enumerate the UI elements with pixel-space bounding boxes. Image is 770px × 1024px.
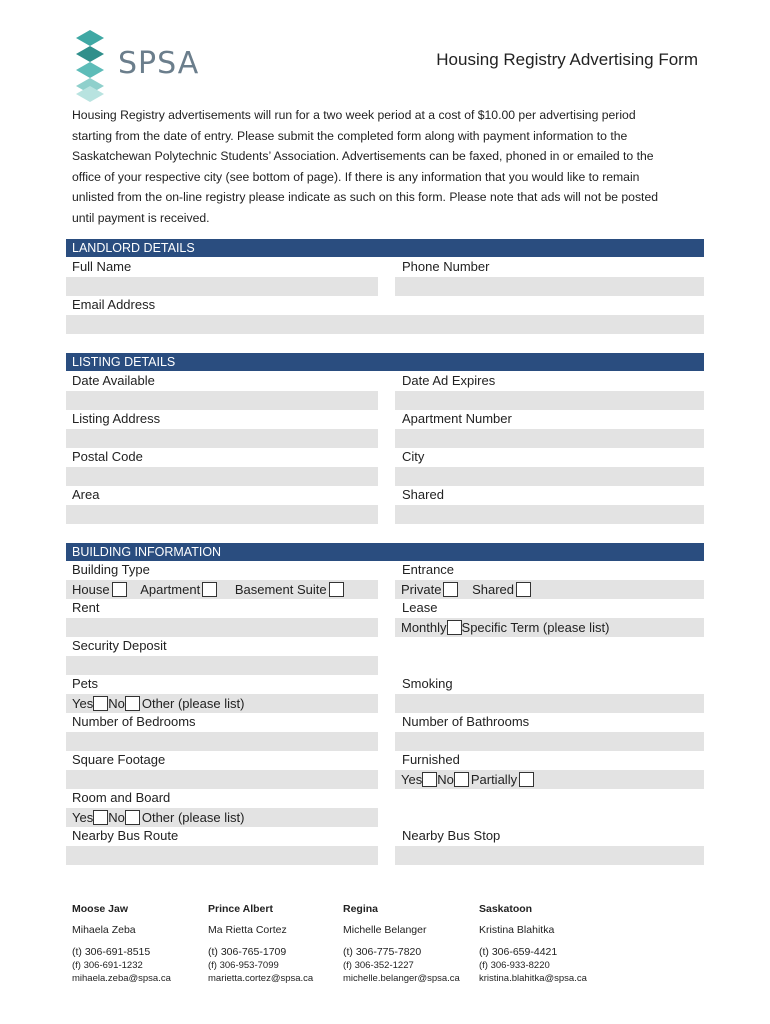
logo-mark-upper — [76, 46, 104, 62]
phone-number-label: Phone Number — [402, 259, 490, 274]
contact-city: Moose Jaw — [72, 903, 129, 915]
furnished-label: Furnished — [402, 752, 460, 767]
security-deposit-label: Security Deposit — [72, 638, 167, 653]
rb-other-label: Other (please list) — [141, 810, 245, 825]
contact-saskatoon — [479, 903, 587, 984]
city-label: City — [402, 449, 425, 464]
intro-line: office of your respective city (see bottom of page). If there is any information that you would like to remain — [72, 169, 640, 184]
furnished-options — [395, 770, 704, 789]
logo-text: SPSA — [118, 46, 200, 81]
basement-suite-option-label: Basement Suite — [234, 582, 327, 597]
email-address-field[interactable] — [66, 315, 704, 334]
monthly-checkbox[interactable] — [447, 620, 462, 635]
rent-label: Rent — [72, 600, 100, 615]
contact-regina — [343, 903, 460, 984]
full-name-field[interactable] — [66, 277, 378, 296]
listing-section-header: LISTING DETAILS — [66, 353, 704, 371]
bus-route-label: Nearby Bus Route — [72, 828, 179, 843]
postal-code-field[interactable] — [66, 467, 378, 486]
logo-mark-middle — [76, 62, 104, 78]
logo-mark-top — [76, 30, 104, 46]
entrance-options — [395, 580, 704, 599]
building-section-header: BUILDING INFORMATION — [66, 543, 704, 561]
furnished-partially-label: Partially — [470, 772, 518, 787]
contact-name: Michelle Belanger — [343, 924, 427, 936]
specific-term-option-label: Specific Term (please list) — [461, 620, 610, 635]
intro-line: until payment is received. — [72, 210, 210, 225]
furnished-yes-checkbox[interactable] — [422, 772, 437, 787]
bathrooms-field[interactable] — [395, 732, 704, 751]
contact-city: Prince Albert — [208, 903, 273, 915]
bus-route-field[interactable] — [66, 846, 378, 865]
intro-line: unlisted from the on-line registry please indicate as such on this form. Please note that ads will not be posted — [72, 190, 658, 205]
contact-fax: (f) 306-352-1227 — [343, 960, 414, 971]
date-ad-expires-label: Date Ad Expires — [402, 373, 496, 388]
contact-email[interactable]: marietta.cortez@spsa.ca — [208, 973, 314, 984]
pets-other-label: Other (please list) — [141, 696, 245, 711]
email-address-label: Email Address — [72, 297, 156, 312]
contact-name: Mihaela Zeba — [72, 924, 136, 936]
square-footage-field[interactable] — [66, 770, 378, 789]
intro-line: starting from the date of entry. Please submit the completed form along with payment information to the — [72, 128, 628, 143]
intro-line: Housing Registry advertisements will run for a two week period at a cost of $10.00 per advertising period — [72, 108, 636, 122]
room-and-board-options — [66, 808, 378, 827]
bus-stop-field[interactable] — [395, 846, 704, 865]
shared-field[interactable] — [395, 505, 704, 524]
contact-fax: (f) 306-933-8220 — [479, 960, 550, 971]
house-checkbox[interactable] — [112, 582, 127, 597]
pets-label: Pets — [72, 676, 99, 691]
contact-fax: (f) 306-691-1232 — [72, 960, 143, 971]
bedrooms-field[interactable] — [66, 732, 378, 751]
bathrooms-label: Number of Bathrooms — [402, 714, 530, 729]
smoking-field[interactable] — [395, 694, 704, 713]
postal-code-label: Postal Code — [72, 449, 143, 464]
pets-yes-label: Yes — [72, 696, 94, 711]
square-footage-label: Square Footage — [72, 752, 166, 767]
shared-option-label: Shared — [472, 582, 515, 597]
apartment-option-label: Apartment — [140, 582, 201, 597]
apartment-number-field[interactable] — [395, 429, 704, 448]
bedrooms-label: Number of Bedrooms — [72, 714, 196, 729]
room-and-board-label: Room and Board — [72, 790, 171, 805]
contact-email[interactable]: mihaela.zeba@spsa.ca — [72, 973, 171, 984]
contact-name: Kristina Blahitka — [479, 924, 555, 936]
landlord-section-header: LANDLORD DETAILS — [66, 239, 704, 257]
contact-city: Regina — [343, 903, 379, 915]
date-ad-expires-field[interactable] — [395, 391, 704, 410]
listing-address-field[interactable] — [66, 429, 378, 448]
building-type-options — [66, 580, 378, 599]
contact-phone: (t) 306-659-4421 — [479, 946, 558, 958]
shared-entrance-checkbox[interactable] — [516, 582, 531, 597]
building-type-label: Building Type — [72, 562, 150, 577]
contact-city: Saskatoon — [479, 903, 533, 915]
rent-field[interactable] — [66, 618, 378, 637]
intro-line: Saskatchewan Polytechnic Students’ Association. Advertisements can be faxed, phoned in or emailed to the — [72, 149, 654, 164]
rb-yes-checkbox[interactable] — [93, 810, 108, 825]
contact-email[interactable]: kristina.blahitka@spsa.ca — [479, 973, 587, 984]
phone-number-field[interactable] — [395, 277, 704, 296]
logo-mark-bottom — [76, 86, 104, 102]
contact-phone: (t) 306-765-1709 — [208, 946, 287, 958]
apartment-number-label: Apartment Number — [402, 411, 512, 426]
contact-email[interactable]: michelle.belanger@spsa.ca — [343, 973, 460, 984]
city-field[interactable] — [395, 467, 704, 486]
lease-label: Lease — [402, 600, 438, 615]
furnished-yes-label: Yes — [401, 772, 423, 787]
rb-no-label: No — [108, 810, 125, 825]
furnished-partially-checkbox[interactable] — [519, 772, 534, 787]
lease-options — [395, 618, 704, 637]
private-option-label: Private — [401, 582, 442, 597]
intro-paragraph — [72, 105, 702, 229]
rb-yes-label: Yes — [72, 810, 94, 825]
private-checkbox[interactable] — [443, 582, 458, 597]
bus-stop-label: Nearby Bus Stop — [402, 828, 501, 843]
furnished-no-label: No — [437, 772, 454, 787]
pets-no-label: No — [108, 696, 125, 711]
apartment-checkbox[interactable] — [202, 582, 217, 597]
contact-phone: (t) 306-691-8515 — [72, 946, 151, 958]
form-title: Housing Registry Advertising Form — [436, 50, 698, 69]
monthly-option-label: Monthly — [401, 620, 447, 635]
listing-address-label: Listing Address — [72, 411, 161, 426]
house-option-label: House — [72, 582, 110, 597]
entrance-label: Entrance — [402, 562, 455, 577]
full-name-label: Full Name — [72, 259, 132, 274]
smoking-label: Smoking — [402, 676, 453, 691]
contact-moose-jaw — [72, 903, 171, 984]
contact-phone: (t) 306-775-7820 — [343, 946, 422, 958]
basement-suite-checkbox[interactable] — [329, 582, 344, 597]
date-available-field[interactable] — [66, 391, 378, 410]
pets-options — [66, 694, 378, 713]
security-deposit-field[interactable] — [66, 656, 378, 675]
shared-label: Shared — [402, 487, 444, 502]
contact-fax: (f) 306-953-7099 — [208, 960, 279, 971]
area-field[interactable] — [66, 505, 378, 524]
furnished-no-checkbox[interactable] — [454, 772, 469, 787]
area-label: Area — [72, 487, 100, 502]
rb-no-checkbox[interactable] — [125, 810, 140, 825]
contact-prince-albert — [208, 903, 313, 984]
contact-name: Ma Rietta Cortez — [208, 924, 287, 936]
pets-no-checkbox[interactable] — [125, 696, 140, 711]
date-available-label: Date Available — [72, 373, 155, 388]
pets-yes-checkbox[interactable] — [93, 696, 108, 711]
